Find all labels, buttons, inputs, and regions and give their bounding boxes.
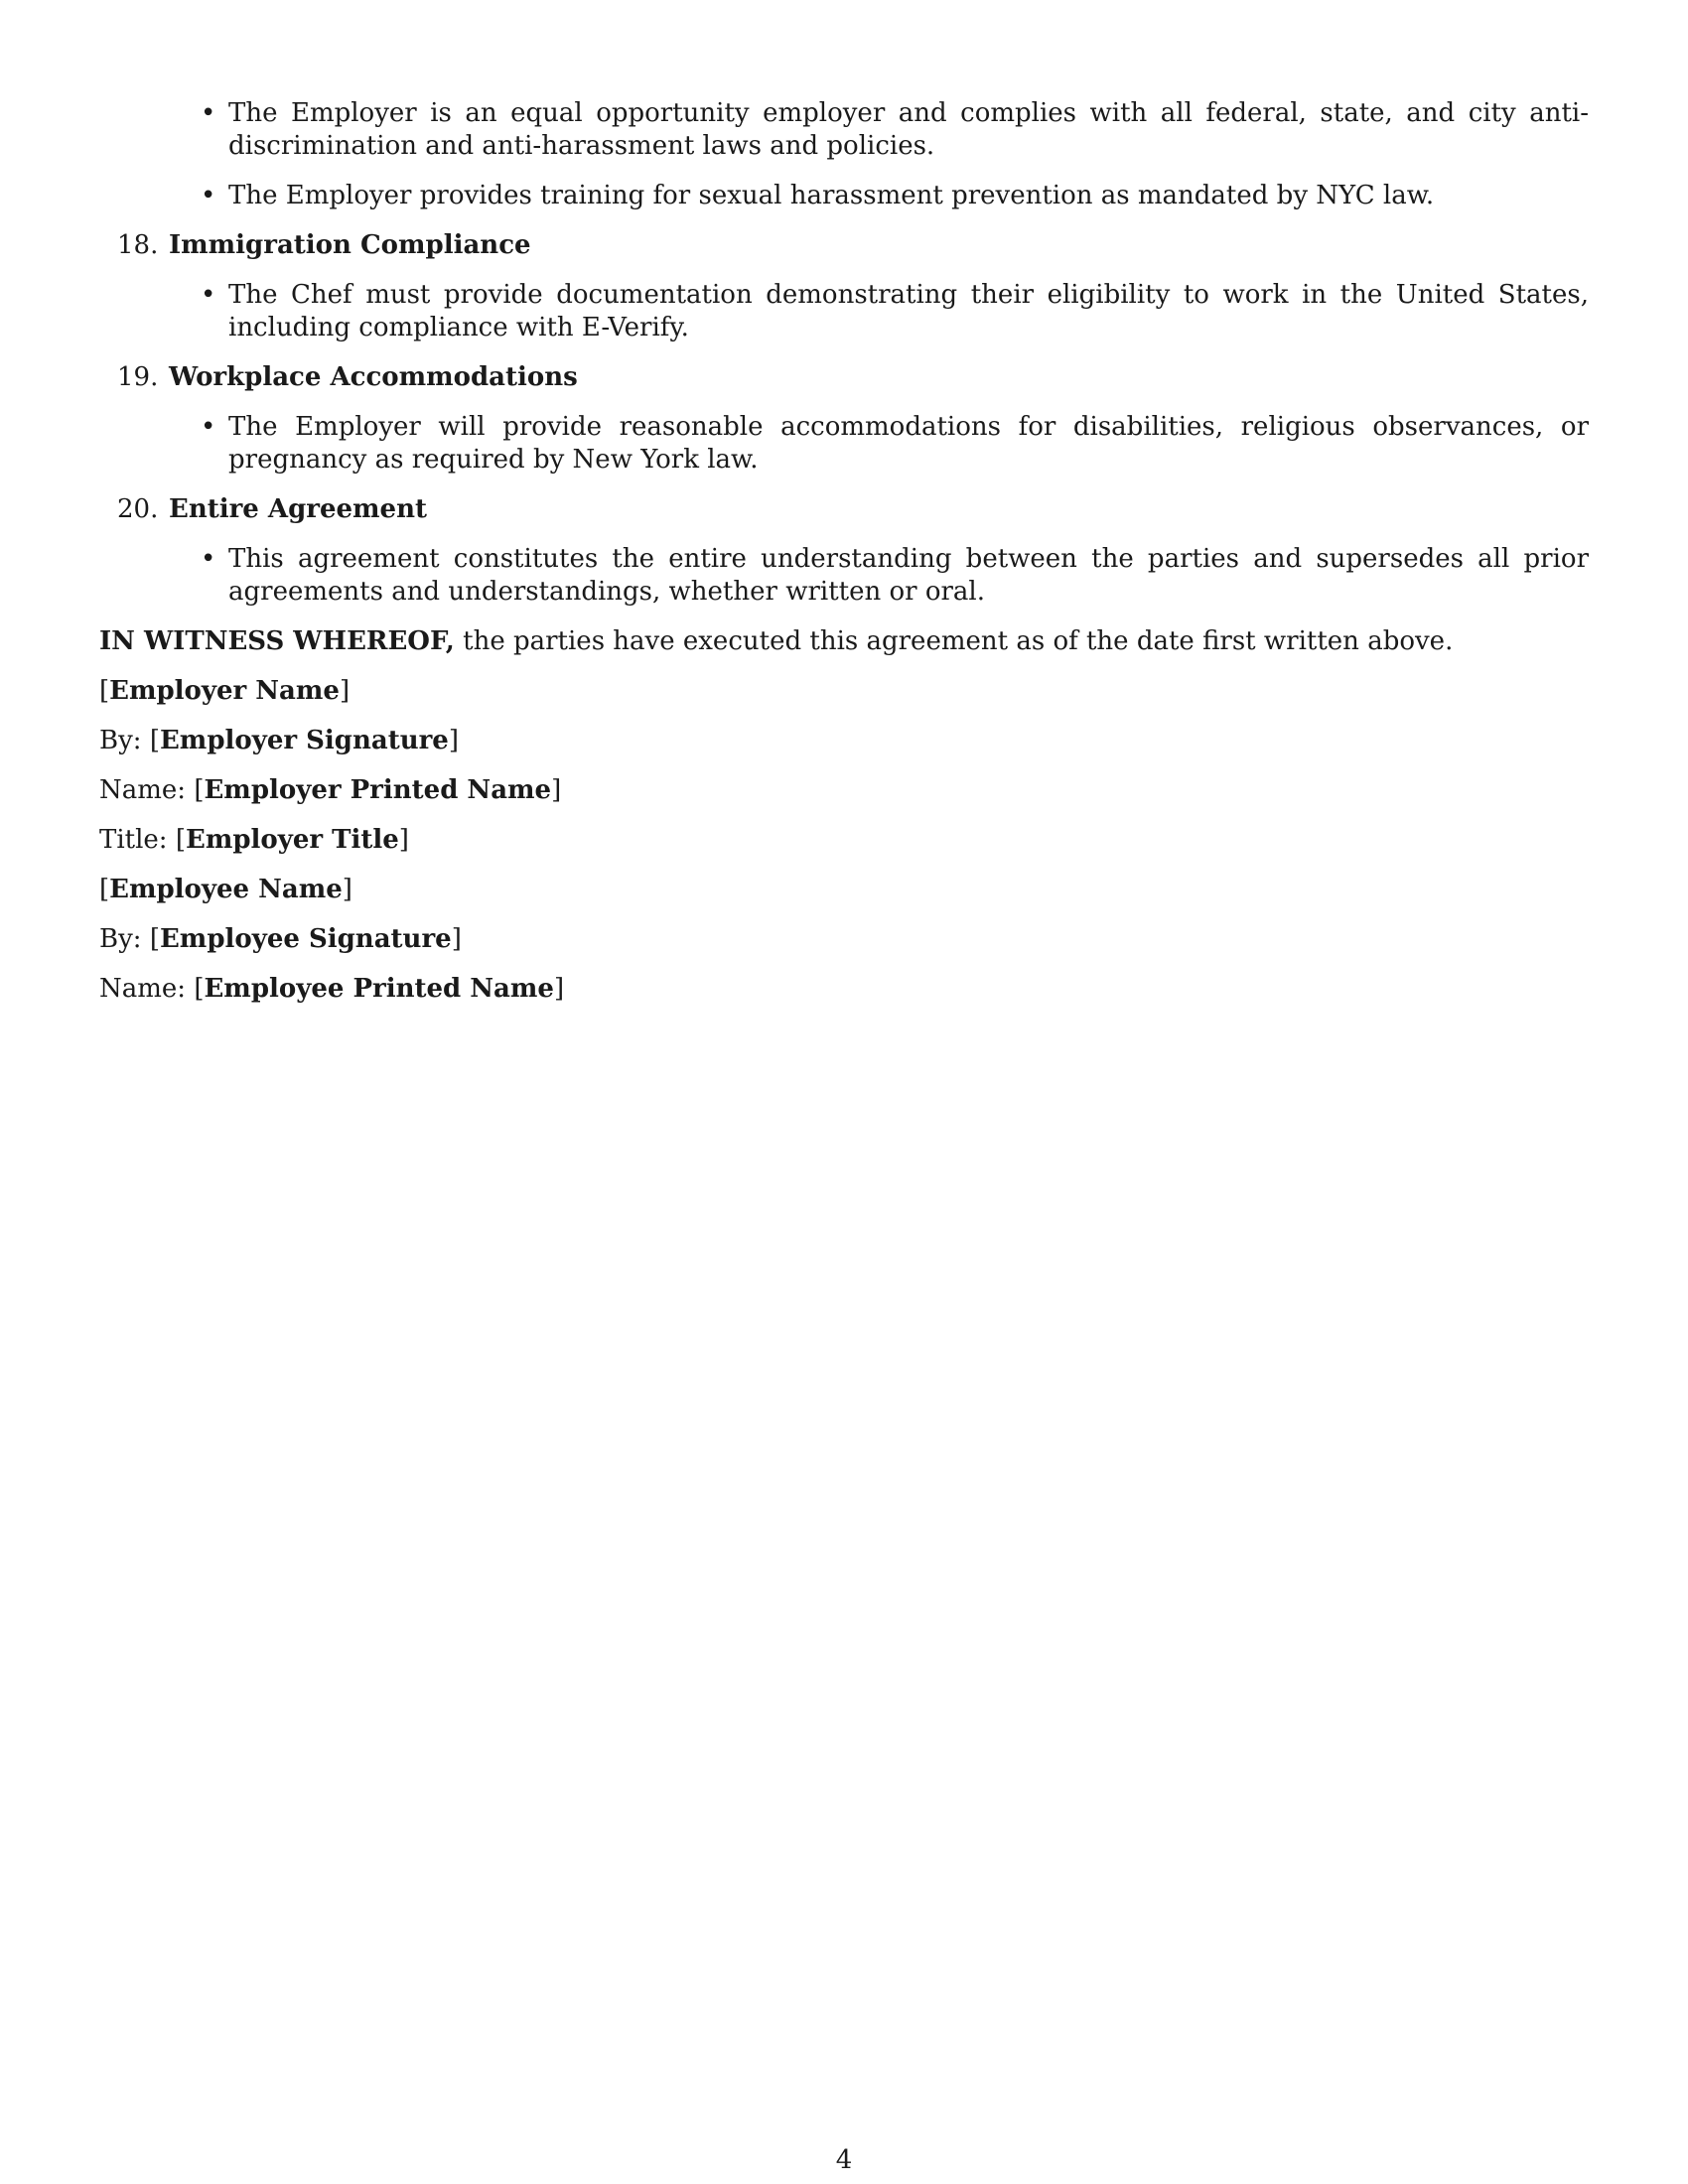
section-number: 18.: [117, 230, 159, 260]
section-bullet-list: [99, 543, 1589, 609]
employee-signature: Employee Signature: [159, 924, 452, 954]
section-heading: [99, 493, 1589, 526]
bullet-item: [99, 279, 1589, 344]
bullet-dot-icon: •: [201, 181, 216, 210]
bullet-dot-icon: •: [201, 412, 216, 442]
section-heading: [99, 229, 1589, 262]
employer-title-line: Title: [Employer Title]: [99, 825, 409, 855]
employer-printed-name-line: Name: [Employer Printed Name]: [99, 775, 562, 805]
section-title: Immigration Compliance: [169, 230, 531, 260]
employer-signature-line: By: [Employer Signature]: [99, 726, 460, 755]
by-label: By:: [99, 924, 150, 954]
employer-printed-name: Employer Printed Name: [204, 775, 552, 805]
witness-clause: [99, 625, 1589, 658]
bullet-dot-icon: •: [201, 98, 216, 128]
bullet-dot-icon: •: [201, 280, 216, 310]
name-label: Name:: [99, 974, 195, 1004]
name-label: Name:: [99, 775, 195, 805]
employee-printed-name: Employee Printed Name: [204, 974, 554, 1004]
employee-name: Employee Name: [109, 875, 343, 904]
employee-name-line: [Employee Name]: [99, 875, 352, 904]
intro-bullet-list: [99, 97, 1589, 212]
section-bullet-list: [99, 411, 1589, 477]
bullet-text: The Chef must provide documentation demonstrating their eligibility to work in the United States, including compliance with E-Verify.: [228, 280, 1589, 342]
bullet-text: The Employer provides training for sexual harassment prevention as mandated by NYC law.: [228, 181, 1435, 210]
section-heading: [99, 361, 1589, 394]
employee-printed-name-line: Name: [Employee Printed Name]: [99, 974, 565, 1004]
page-number: 4: [835, 2145, 853, 2175]
section-bullet-list: [99, 279, 1589, 344]
section-title: Entire Agreement: [169, 494, 427, 524]
employer-title: Employer Title: [186, 825, 399, 855]
bullet-item: [99, 411, 1589, 477]
bullet-text: The Employer will provide reasonable accommodations for disabilities, religious observances, or pregnancy as required by New York law.: [228, 412, 1589, 475]
employer-name: Employer Name: [109, 676, 340, 706]
bullet-item: [99, 97, 1589, 163]
document-page: [99, 97, 1589, 1023]
employer-signature: Employer Signature: [159, 726, 449, 755]
employee-signature-line: By: [Employee Signature]: [99, 924, 462, 954]
by-label: By:: [99, 726, 150, 755]
bullet-text: This agreement constitutes the entire understanding between the parties and supersedes all prior agreements and understandings, whether written or oral.: [228, 544, 1589, 607]
bullet-item: [99, 180, 1589, 212]
employer-name-line: [Employer Name]: [99, 676, 351, 706]
section-number: 20.: [117, 494, 159, 524]
bullet-item: [99, 543, 1589, 609]
witness-text: the parties have executed this agreement as of the date first written above.: [454, 626, 1454, 656]
section-title: Workplace Accommodations: [169, 362, 578, 392]
title-label: Title:: [99, 825, 176, 855]
section-number: 19.: [117, 362, 159, 392]
bullet-text: The Employer is an equal opportunity employer and complies with all federal, state, and city anti-discrimination and anti-harassment laws and policies.: [228, 98, 1589, 161]
witness-lead: IN WITNESS WHEREOF,: [99, 626, 455, 656]
bullet-dot-icon: •: [201, 544, 216, 574]
